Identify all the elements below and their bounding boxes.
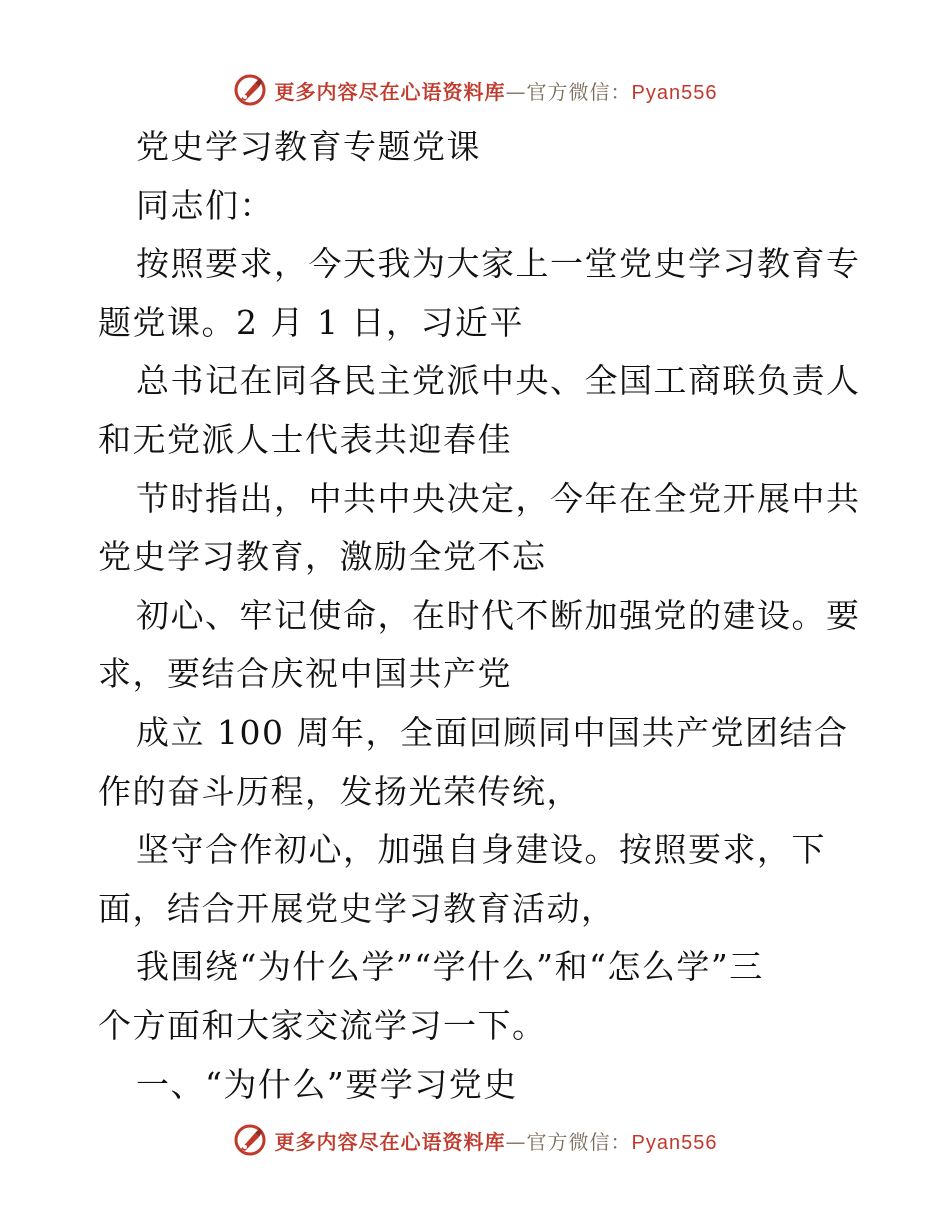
document-line: 党史学习教育，激励全党不忘 (98, 537, 547, 577)
document-line: 个方面和大家交流学习一下。 (98, 1005, 547, 1045)
document-line: 坚守合作初心，加强自身建设。按照要求，下 (136, 830, 826, 870)
document-line: 同志们： (136, 185, 274, 225)
document-line: 作的奋斗历程，发扬光荣传统， (98, 771, 581, 811)
document-line: 成立 100 周年，全面回顾同中国共产党团结合 (136, 712, 849, 752)
document-line: 一、“为什么”要学习党史 (136, 1064, 518, 1104)
document-line: 我围绕“为什么学”“学什么”和“怎么学”三 (136, 947, 764, 987)
watermark-text (275, 76, 718, 105)
document-line: 面，结合开展党史学习教育活动， (98, 888, 616, 928)
watermark-separator: — (505, 79, 527, 104)
quill-pen-logo-icon (233, 73, 267, 107)
document-line: 党史学习教育专题党课 (136, 127, 481, 166)
document-body (98, 118, 861, 1114)
document-line: 和无党派人士代表共迎春佳 (98, 419, 512, 459)
document-line: 按照要求，今天我为大家上一堂党史学习教育专 (136, 244, 861, 284)
watermark-wechat-label: 官方微信： (526, 79, 632, 104)
document-line: 节时指出，中共中央决定，今年在全党开展中共 (136, 478, 861, 518)
watermark-wechat-id: Pyan556 (631, 81, 718, 104)
document-line: 总书记在同各民主党派中央、全国工商联负责人 (136, 361, 861, 401)
watermark-header (0, 70, 950, 110)
watermark-brand: 更多内容尽在心语资料库 (274, 1129, 506, 1154)
watermark-separator: — (505, 1129, 527, 1154)
document-line: 题党课。2 月 1 日，习近平 (98, 302, 524, 342)
watermark-wechat-id: Pyan556 (631, 1131, 718, 1154)
watermark-text (275, 1126, 718, 1155)
quill-pen-logo-icon (233, 1123, 267, 1157)
document-line: 求，要结合庆祝中国共产党 (98, 654, 512, 694)
watermark-footer (0, 1120, 950, 1160)
watermark-brand: 更多内容尽在心语资料库 (274, 79, 506, 104)
document-line: 初心、牢记使命，在时代不断加强党的建设。要 (136, 595, 861, 635)
watermark-wechat-label: 官方微信： (526, 1129, 632, 1154)
